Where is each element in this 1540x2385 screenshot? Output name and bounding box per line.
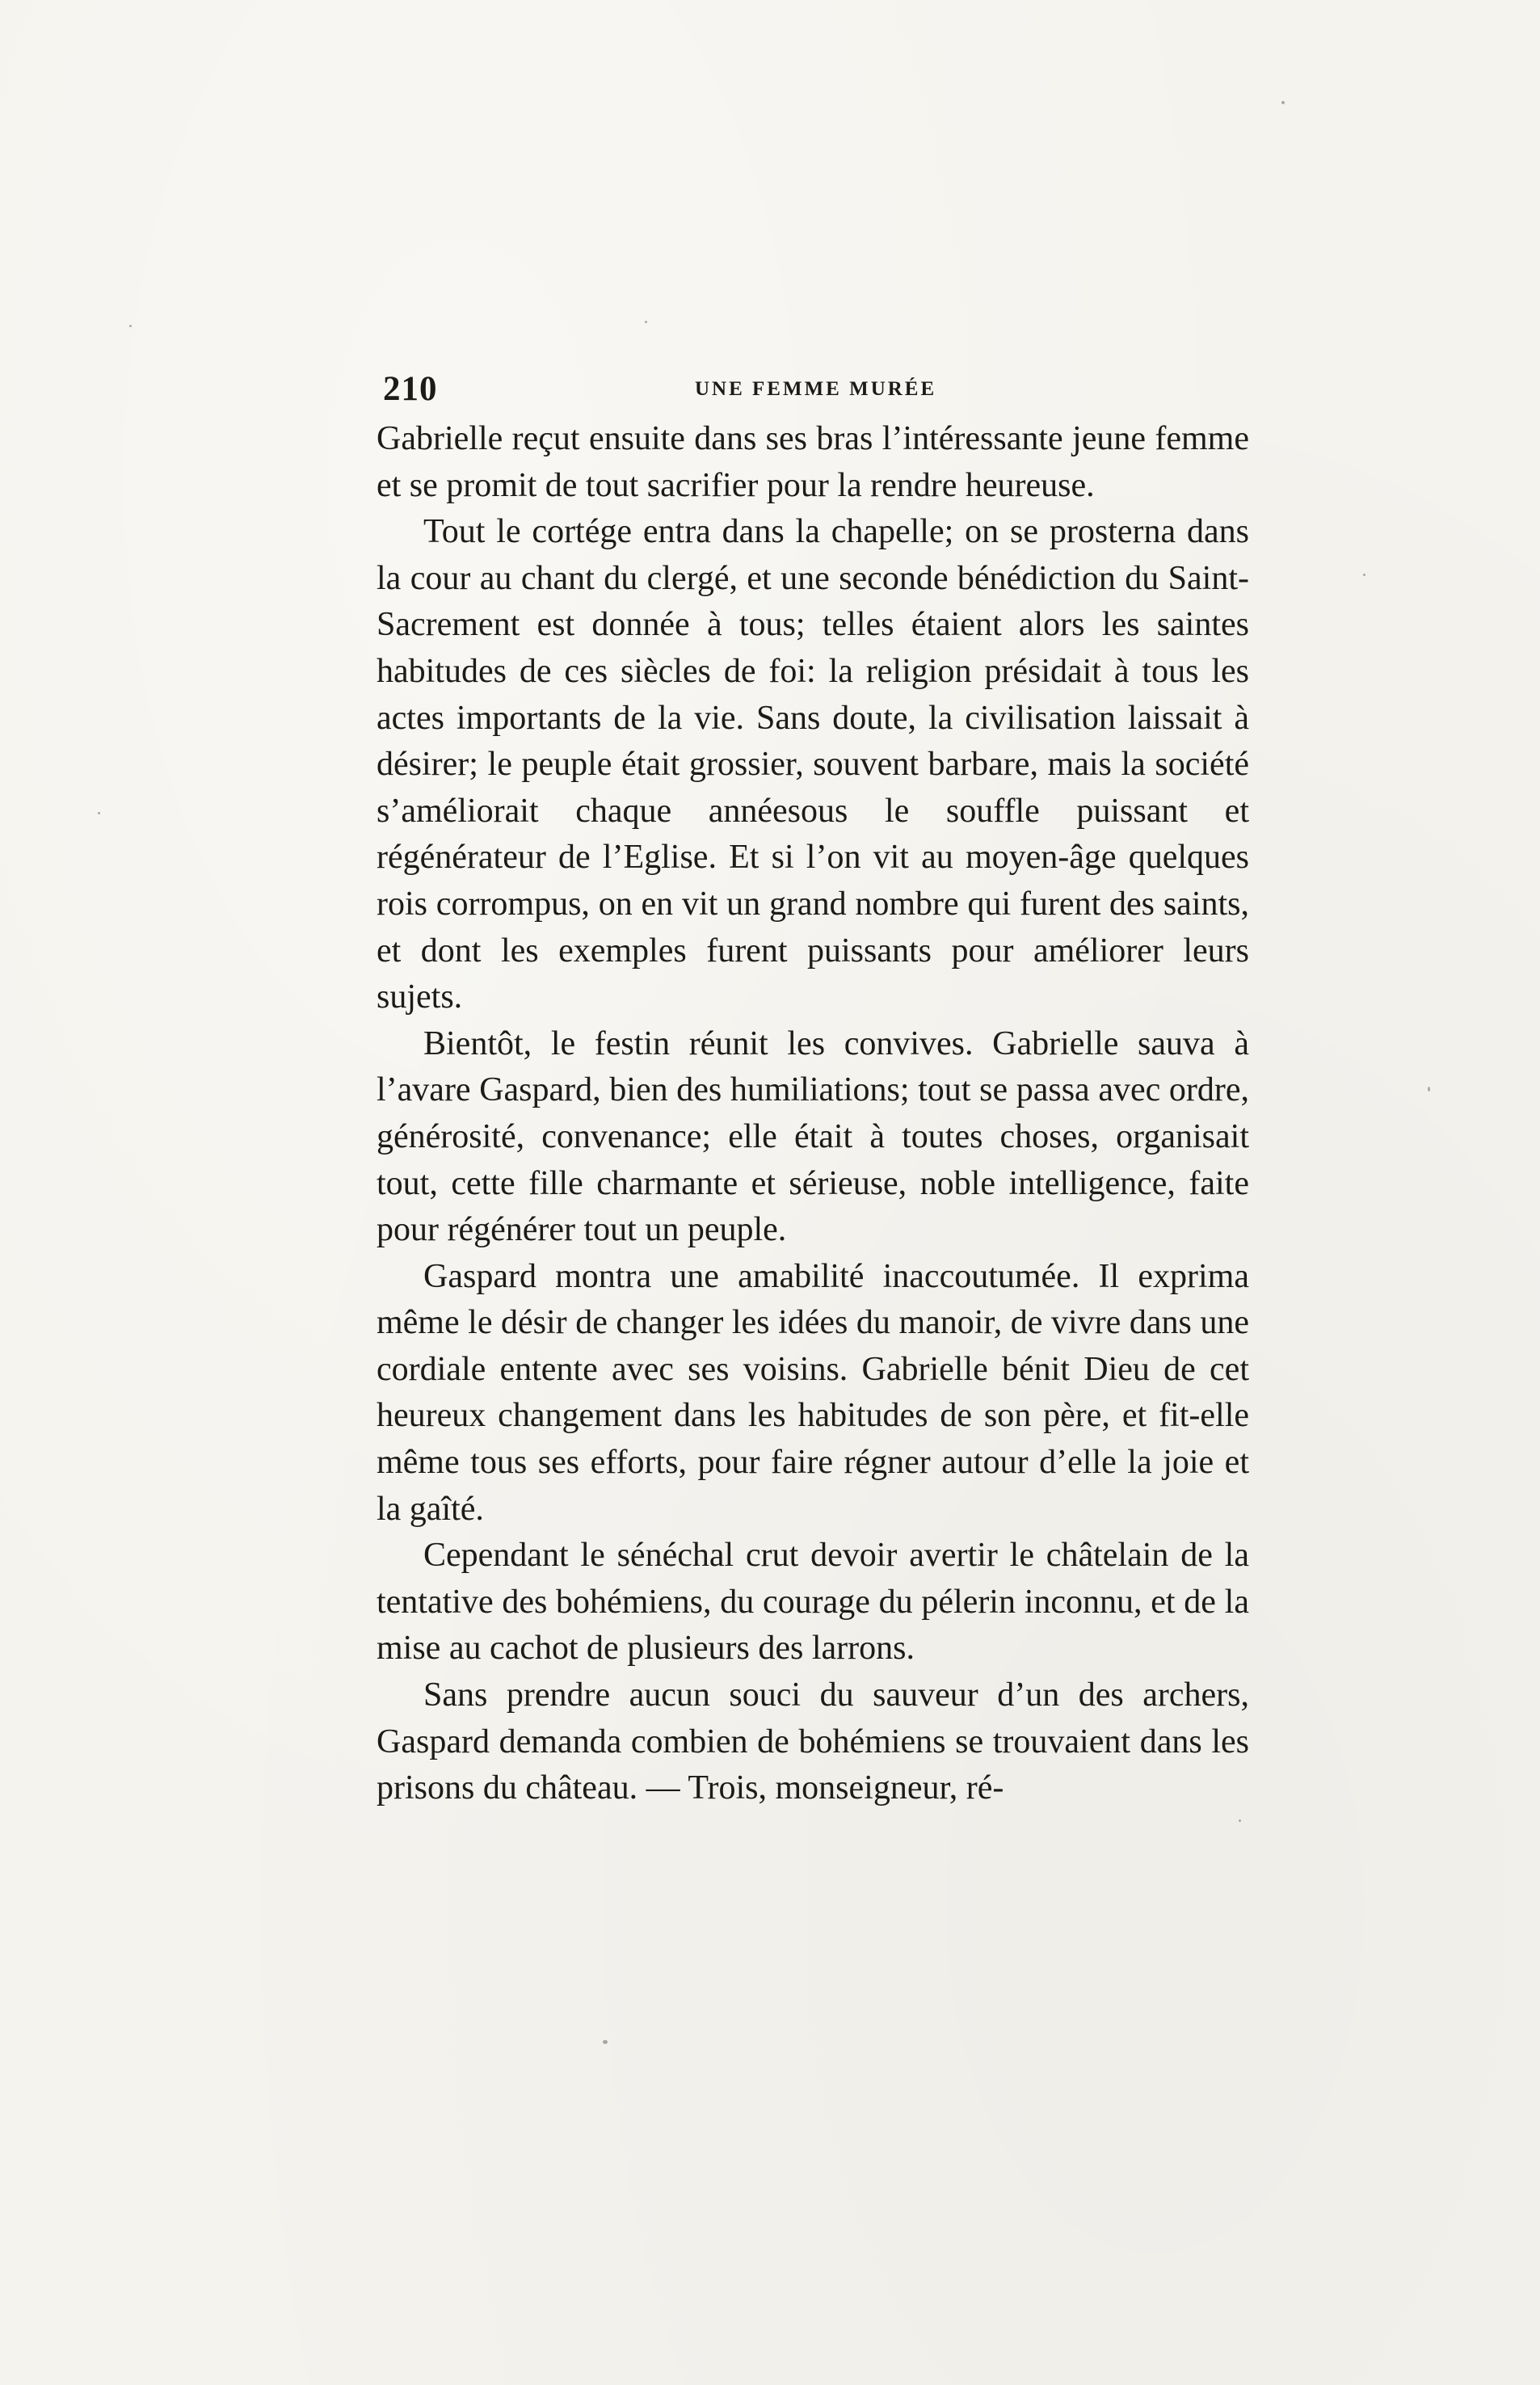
page-number: 210 (383, 370, 438, 408)
paper-speck (603, 2040, 608, 2044)
paper-speck (645, 321, 647, 323)
body-text (377, 416, 1249, 1812)
paper-speck (1239, 1819, 1241, 1822)
paper-speck (1428, 1087, 1430, 1092)
paper-speck (1363, 574, 1365, 576)
paper-speck (98, 812, 100, 814)
paragraph: Gaspard montra une amabilité inaccoutumée. Il exprima même le désir de changer les idées du manoir, de vivre dans une cordiale entente avec ses voisins. Gabrielle bénit Dieu de cet heureux changement dans les habitudes de son père, et fit-elle même tous ses efforts, pour faire régner autour d’elle la joie et la gaîté. (377, 1257, 1249, 1528)
paragraph: Cependant le sénéchal crut devoir avertir le châtelain de la tentative des bohémiens, du courage du pélerin inconnu, et de la mise au cachot de plusieurs des larrons. (377, 1537, 1249, 1668)
paragraph: Gabrielle reçut ensuite dans ses bras l’intéressante jeune femme et se promit de tout sacrifier pour la rendre heureuse. (377, 420, 1249, 504)
page-header (383, 365, 1239, 414)
paper-speck (129, 325, 132, 327)
paragraph: Bientôt, le festin réunit les convives. Gabrielle sauva à l’avare Gaspard, bien des humiliations; tout se passa avec ordre, générosité, convenance; elle était à toutes choses, organisait tout, cette fille charmante et sérieuse, noble intelligence, faite pour régénérer tout un peuple. (377, 1024, 1249, 1249)
paragraph: Sans prendre aucun souci du sauveur d’un des archers, Gaspard demanda combien de bohémiens se trouvaient dans les prisons du château. — Trois, monseigneur, ré- (377, 1676, 1249, 1807)
paragraph: Tout le cortége entra dans la chapelle; on se prosterna dans la cour au chant du clergé, et une seconde bénédiction du Saint-Sacrement est donnée à tous; telles étaient alors les saintes habitudes de ces siècles de foi: la religion présidait à tous les actes importants de la vie. Sans doute, la civilisation laissait à désirer; le peuple était grossier, souvent barbare, mais la société s’améliorait chaque annéesous le souffle puissant et régénérateur de l’Eglise. Et si l’on vit au moyen-âge quelques rois corrompus, on en vit un grand nombre qui furent des saints, et dont les exemples furent puissants pour améliorer leurs sujets. (377, 513, 1249, 1016)
paper-speck (1281, 101, 1285, 104)
running-title: UNE FEMME MURÉE (695, 378, 937, 400)
